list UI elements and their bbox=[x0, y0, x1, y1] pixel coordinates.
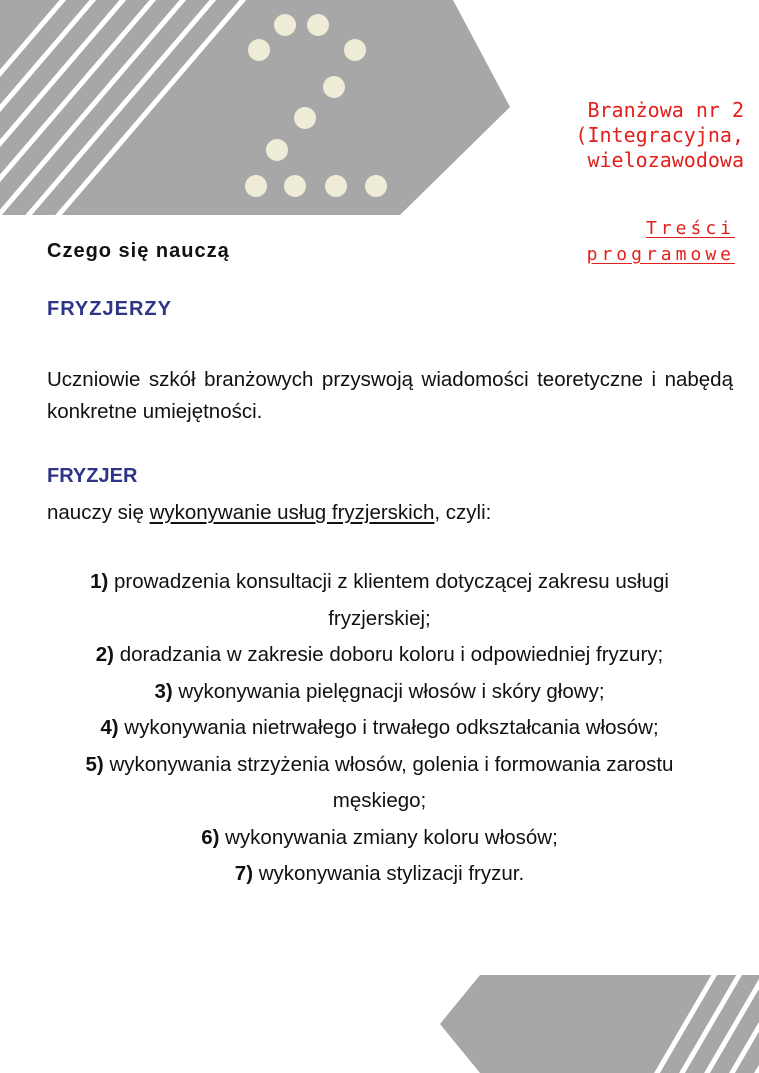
list-item bbox=[60, 710, 700, 747]
lead-sentence bbox=[47, 498, 491, 528]
lead-underlined: wykonywanie usług fryzjerskich bbox=[149, 501, 435, 524]
bottom-banner bbox=[0, 975, 759, 1073]
item-text: wykonywania stylizacji fryzur. bbox=[258, 862, 525, 885]
list-item bbox=[60, 674, 700, 711]
item-text: wykonywania nietrwałego i trwałego odkształcania włosów; bbox=[124, 716, 659, 739]
list-item bbox=[60, 747, 700, 820]
list-item bbox=[60, 856, 700, 893]
subtitle-text: Treści programowe bbox=[586, 218, 735, 265]
item-text: doradzania w zakresie doboru koloru i odpowiedniej fryzury; bbox=[119, 643, 664, 666]
item-text: wykonywania strzyżenia włosów, golenia i formowania zarostu męskiego; bbox=[109, 752, 674, 812]
school-title: Branżowa nr 2 (Integracyjna, wielozawodowa bbox=[575, 98, 744, 172]
item-number: 4) bbox=[100, 716, 119, 739]
list-item bbox=[60, 637, 700, 674]
item-text: wykonywania pielęgnacji włosów i skóry głowy; bbox=[178, 679, 605, 703]
list-item bbox=[60, 564, 700, 637]
section-heading: Czego się nauczą bbox=[47, 240, 230, 262]
item-number: 1) bbox=[90, 570, 109, 593]
profession-subheading: FRYZJER bbox=[47, 465, 138, 487]
item-number: 2) bbox=[95, 643, 114, 666]
item-number: 6) bbox=[201, 825, 220, 849]
intro-paragraph: Uczniowie szkół branżowych przyswoją wiadomości teoretyczne i nabędą konkretne umiejętności. bbox=[47, 368, 733, 423]
list-item bbox=[60, 820, 700, 857]
item-text: wykonywania zmiany koloru włosów; bbox=[225, 825, 558, 849]
item-number: 5) bbox=[85, 752, 104, 776]
item-text: prowadzenia konsultacji z klientem dotyczącej zakresu usługi fryzjerskiej; bbox=[114, 570, 669, 630]
lead-after: , czyli: bbox=[434, 501, 492, 524]
lead-before: nauczy się bbox=[47, 501, 150, 524]
duties-list bbox=[20, 564, 739, 893]
profession-heading: FRYZJERZY bbox=[47, 298, 172, 320]
item-number: 3) bbox=[154, 679, 173, 703]
subtitle bbox=[495, 216, 735, 268]
item-number: 7) bbox=[234, 862, 254, 885]
